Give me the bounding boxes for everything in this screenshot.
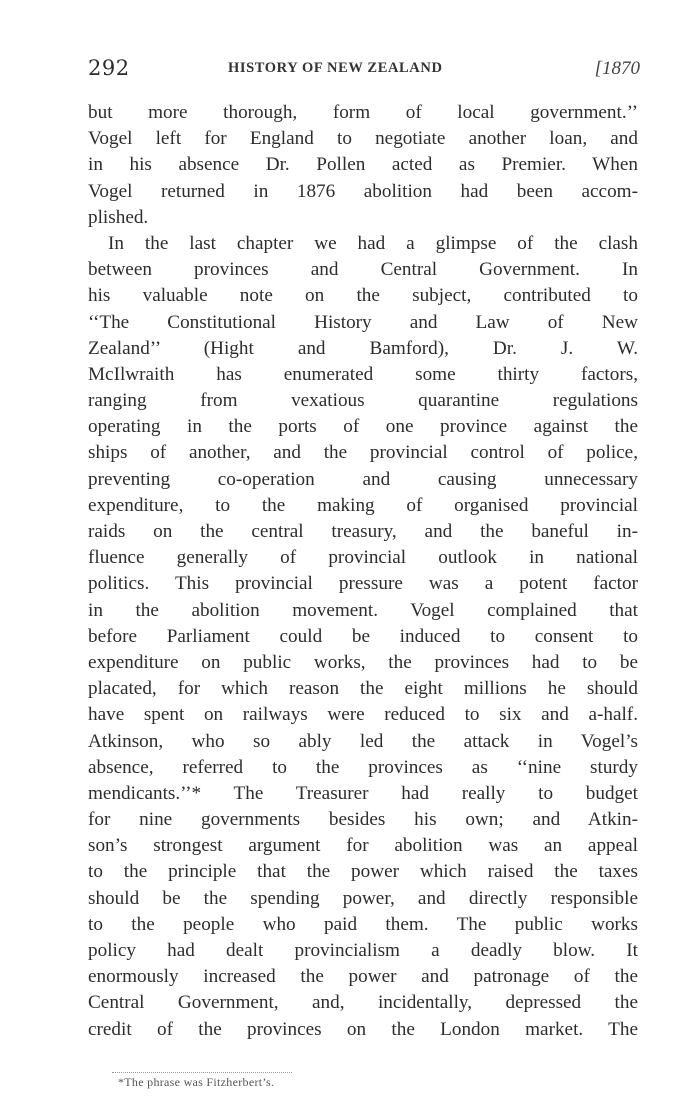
running-year: [1870 xyxy=(594,58,640,79)
text-line: between provinces and Central Government. In xyxy=(88,259,638,281)
text-line: plished. xyxy=(88,206,149,228)
text-line: politics. This provincial pressure was a potent factor xyxy=(88,573,638,595)
text-line: raids on the central treasury, and the baneful in- xyxy=(88,521,638,542)
running-title: HISTORY OF NEW ZEALAND xyxy=(228,60,443,76)
footnote: *The phrase was Fitzherbert’s. xyxy=(118,1075,275,1089)
text-line: In the last chapter we had a glimpse of the clash xyxy=(108,232,638,254)
running-head xyxy=(88,56,640,84)
text-line: Zealand’’ (Hight and Bamford), Dr. J. W. xyxy=(88,337,638,359)
text-line: fluence generally of provincial outlook in national xyxy=(88,547,638,569)
body-text xyxy=(88,100,638,1043)
text-line: enormously increased the power and patronage of the xyxy=(88,966,638,988)
text-line: preventing co-operation and causing unnecessary xyxy=(88,468,638,490)
text-line: ‘‘The Constitutional History and Law of New xyxy=(88,311,638,333)
text-line: for nine governments besides his own; and Atkin- xyxy=(88,809,638,831)
text-line: should be the spending power, and directly responsible xyxy=(88,887,638,909)
text-line: son’s strongest argument for abolition was an appeal xyxy=(88,835,638,857)
page-number: 292 xyxy=(88,56,130,80)
text-line: mendicants.’’* The Treasurer had really to budget xyxy=(88,782,638,804)
text-line: expenditure, to the making of organised provincial xyxy=(88,494,638,516)
text-line: Central Government, and, incidentally, depressed the xyxy=(88,992,638,1014)
text-line: credit of the provinces on the London market. The xyxy=(88,1018,638,1040)
text-line: expenditure on public works, the provinces had to be xyxy=(88,651,638,673)
text-line: have spent on railways were reduced to six and a-half. xyxy=(88,704,638,726)
text-line: Vogel left for England to negotiate another loan, and xyxy=(88,128,638,150)
text-line: his valuable note on the subject, contributed to xyxy=(88,285,638,307)
footnote-rule xyxy=(112,1072,292,1073)
text-line: policy had dealt provincialism a deadly blow. It xyxy=(88,940,638,961)
text-line: in his absence Dr. Pollen acted as Premier. When xyxy=(88,154,638,176)
text-line: absence, referred to the provinces as ‘‘nine sturdy xyxy=(88,756,638,778)
text-line: operating in the ports of one province against the xyxy=(88,416,638,438)
text-line: to the principle that the power which raised the taxes xyxy=(88,861,638,883)
text-line: in the abolition movement. Vogel complained that xyxy=(88,599,638,621)
text-line: Atkinson, who so ably led the attack in Vogel’s xyxy=(88,730,638,752)
text-line: McIlwraith has enumerated some thirty factors, xyxy=(88,363,638,385)
text-line: ships of another, and the provincial control of police, xyxy=(88,442,638,464)
text-line: but more thorough, form of local government.’’ xyxy=(88,102,638,123)
text-line: to the people who paid them. The public works xyxy=(88,913,638,935)
text-line: ranging from vexatious quarantine regulations xyxy=(88,390,638,412)
text-line: before Parliament could be induced to consent to xyxy=(88,625,638,647)
text-line: Vogel returned in 1876 abolition had been accom- xyxy=(88,180,638,202)
text-line: placated, for which reason the eight millions he should xyxy=(88,678,638,700)
